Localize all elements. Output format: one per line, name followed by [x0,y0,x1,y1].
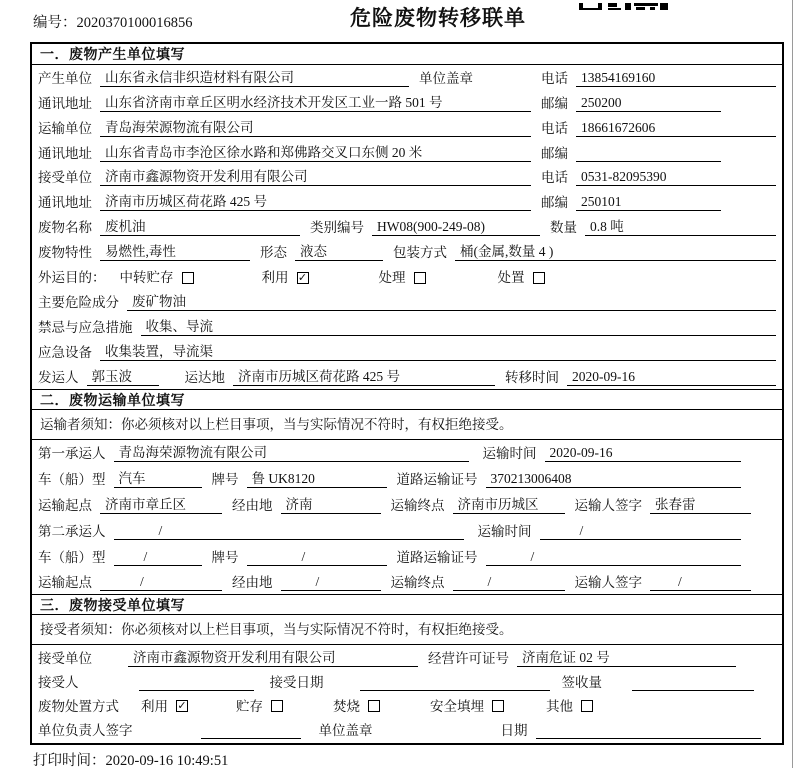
vehicle-type-value: 汽车 [114,470,202,488]
transporter-phone-value: 18661672606 [576,119,776,137]
print-time: 打印时间：2020-09-16 10:49:51 [33,753,229,769]
receiver-notice: 接受者须知：你必须核对以上栏目事项，当与实际情况不符时，有权拒绝接受。 [32,615,782,645]
vehicle-type2-value: / [114,548,202,566]
packaging-label: 包装方式 [393,245,447,261]
date-value [536,722,762,739]
transporter-phone-label: 电话 [541,120,568,136]
first-carrier-row [38,440,776,466]
purpose-option-storage [120,269,194,286]
packaging-value: 桶(金属,数量 4 ) [455,243,776,261]
receiver-postcode-label: 邮编 [541,195,568,211]
producer-address-value: 山东省济南市章丘区明水经济技术开发区工业一路 501 号 [100,94,531,112]
disposal-method-row [38,694,776,718]
emergency-equipment-row [38,339,776,364]
section3-title: 三．废物接受单位填写 [32,594,782,615]
disposal-method-label: 废物处置方式 [38,698,119,714]
purpose-option-dispose [498,269,545,286]
purpose-option-treat [379,269,426,286]
road-permit-value: 370213006408 [486,470,742,488]
emergency-measures-row [38,314,776,339]
form-number-value: 2020370100016856 [76,15,193,31]
emergency-measures-value: 收集、导流 [141,318,777,336]
road-permit2-value: / [486,548,742,566]
endpoint2-label: 运输终点 [390,575,445,591]
form-number-label: 编号： [33,15,77,31]
transporter-unit-label: 运输单位 [38,120,92,136]
receiver-person-row [38,670,776,694]
section2-title: 二．废物运输单位填写 [32,389,782,410]
producer-unit-label: 产生单位 [38,70,92,86]
producer-phone-value: 13854169160 [576,69,776,87]
emergency-equipment-value: 收集装置，导流渠 [100,343,776,361]
received-quantity-label: 签收量 [561,674,602,690]
section2-rows [32,440,782,595]
road-permit-label: 道路运输证号 [396,472,478,488]
quantity-label: 数量 [550,220,577,236]
transporter-unit-value: 青岛海荣源物流有限公司 [100,119,531,137]
vehicle-type2-label: 车（船）型 [38,549,106,565]
unit-seal-label: 单位盖章 [419,70,473,86]
second-carrier-value: / [114,522,464,540]
form-number [33,11,193,32]
origin-label: 运输起点 [38,497,92,513]
receiver-person-label: 接受人 [38,674,79,690]
via-value: 济南 [281,496,381,514]
scan-page-edge [792,0,793,768]
consignor-value: 郭玉波 [87,368,159,386]
transfer-date-value: 2020-09-16 [567,368,776,386]
transporter-address-label: 通讯地址 [38,145,92,161]
road-permit2-label: 道路运输证号 [396,549,478,565]
category-code-label: 类别编号 [310,220,364,236]
checkbox-label: 处置 [497,270,525,286]
receive-date-label: 接受日期 [269,674,324,690]
origin2-value: / [100,573,222,591]
transport-date2-value: / [540,522,742,540]
consignor-label: 发运人 [38,369,79,385]
checkbox-label: 其他 [546,698,573,714]
disposal-option-landfill [430,698,504,715]
main-hazard-label: 主要危险成分 [38,294,119,310]
receiver-postcode-value: 250101 [576,193,721,211]
checkbox-unchecked [271,700,283,712]
checkbox-unchecked [581,700,593,712]
disposal-option-other [546,698,593,715]
disposal-option-storage [236,698,283,715]
via2-value: / [281,573,381,591]
via-label: 经由地 [232,497,273,513]
checkbox-unchecked [182,272,194,284]
vehicle-type2-row [38,543,776,569]
section3-rows [32,645,782,742]
plate-number2-value: / [247,548,387,566]
destination-label: 运达地 [184,369,225,385]
carrier-signature2-label: 运输人签字 [574,575,642,591]
section1-title: 一．废物产生单位填写 [32,44,782,65]
main-hazard-row [38,289,776,314]
via2-label: 经由地 [232,575,273,591]
destination-value: 济南市历城区荷花路 425 号 [233,368,495,386]
receiver-address-row [38,189,776,214]
producer-unit-row [38,65,776,90]
page-title: 危险废物转移联单 [350,7,526,30]
license-no-label: 经营许可证号 [428,650,509,666]
vehicle-type-row [38,465,776,491]
second-carrier-row [38,517,776,543]
receiving-unit-row [38,645,776,669]
route2-row [38,569,776,595]
checkbox-unchecked [368,700,380,712]
receiver-address-label: 通讯地址 [38,195,92,211]
checkbox-checked: ✓ [297,270,308,284]
receiver-phone-label: 电话 [541,170,568,186]
qr-code-fragment [578,0,670,10]
first-carrier-label: 第一承运人 [38,446,106,462]
transfer-purpose-label: 外运目的： [38,270,106,286]
transporter-address-row [38,140,776,165]
checkbox-unchecked [414,272,426,284]
checkbox-label: 利用 [261,270,289,286]
producer-postcode-label: 邮编 [541,95,568,111]
receiver-unit-value: 济南市鑫源物资开发利用有限公司 [100,168,531,186]
endpoint-value: 济南市历城区 [453,496,565,514]
waste-property-value: 易燃性,毒性 [100,243,250,261]
origin2-label: 运输起点 [38,575,92,591]
main-hazard-value: 废矿物油 [127,293,776,311]
disposal-option-utilize [141,698,188,715]
receiver-phone-value: 0531-82095390 [576,168,776,186]
received-quantity-value [632,674,754,691]
transporter-address-value: 山东省青岛市李沧区徐水路和郑佛路交叉口东侧 20 米 [100,144,531,162]
checkbox-checked: ✓ [177,699,187,713]
checkbox-unchecked [492,700,504,712]
form-state-label: 形态 [260,245,287,261]
receiver-address-value: 济南市历城区荷花路 425 号 [100,193,531,211]
receiver-unit-label: 接受单位 [38,170,92,186]
vehicle-type-label: 车（船）型 [38,472,106,488]
form-state-value: 液态 [295,243,383,261]
receiver-unit-row [38,165,776,190]
purpose-option-utilize [262,269,309,286]
receive-date-value [360,674,550,691]
transporter-postcode-label: 邮编 [541,145,568,161]
waste-property-row [38,239,776,264]
plate-number-label: 牌号 [211,472,239,488]
checkbox-label: 安全填埋 [430,698,484,714]
checkbox-label: 焚烧 [333,698,360,714]
producer-phone-label: 电话 [541,70,568,86]
transporter-notice: 运输者须知：你必须核对以上栏目事项，当与实际情况不符时，有权拒绝接受。 [32,410,782,440]
date-label: 日期 [500,723,528,739]
checkbox-label: 中转贮存 [119,270,174,286]
transporter-unit-row [38,115,776,140]
receiving-unit-value: 济南市鑫源物资开发利用有限公司 [128,649,418,667]
receiving-unit-label: 接受单位 [38,650,92,666]
emergency-measures-label: 禁忌与应急措施 [38,319,133,335]
producer-unit-value: 山东省永信非织造材料有限公司 [100,69,409,87]
transfer-date-label: 转移时间 [505,369,559,385]
license-no-value: 济南危证 02 号 [517,649,736,667]
transporter-postcode-value [576,145,721,162]
signature-seal-row [38,718,776,742]
producer-address-row [38,90,776,115]
emergency-equipment-label: 应急设备 [38,344,92,360]
qr-code-icon [578,3,670,10]
unit-head-signature-value [201,722,301,739]
transport-date2-label: 运输时间 [477,523,532,539]
checkbox-label: 利用 [141,698,168,714]
waste-name-row [38,214,776,239]
checkbox-label: 处理 [378,270,406,286]
second-carrier-label: 第二承运人 [38,523,106,539]
checkbox-unchecked [533,272,545,284]
waste-property-label: 废物特性 [38,245,92,261]
waste-name-value: 废机油 [100,218,300,236]
unit-seal2-label: 单位盖章 [318,723,373,739]
checkbox-label: 贮存 [236,698,263,714]
waste-name-label: 废物名称 [38,220,92,236]
carrier-signature-value: 张春雷 [650,496,751,514]
origin-value: 济南市章丘区 [100,496,222,514]
quantity-value: 0.8 吨 [585,218,776,236]
first-carrier-value: 青岛海荣源物流有限公司 [114,444,469,462]
route-row [38,491,776,517]
unit-head-signature-label: 单位负责人签字 [38,723,133,739]
transfer-form-table [30,42,784,745]
transport-date-value: 2020-09-16 [545,444,742,462]
category-code-value: HW08(900-249-08) [372,218,540,236]
transport-date-label: 运输时间 [482,446,537,462]
consignor-row [38,364,776,389]
receiver-person-value [139,674,254,691]
section1-rows [32,65,782,389]
carrier-signature2-value: / [650,573,751,591]
plate-number-value: 鲁 UK8120 [247,470,387,488]
endpoint2-value: / [453,573,565,591]
endpoint-label: 运输终点 [390,497,445,513]
producer-postcode-value: 250200 [576,94,721,112]
disposal-option-incinerate [333,698,380,715]
transfer-purpose-row [38,264,776,289]
carrier-signature-label: 运输人签字 [574,497,642,513]
plate-number2-label: 牌号 [211,549,239,565]
producer-address-label: 通讯地址 [38,95,92,111]
